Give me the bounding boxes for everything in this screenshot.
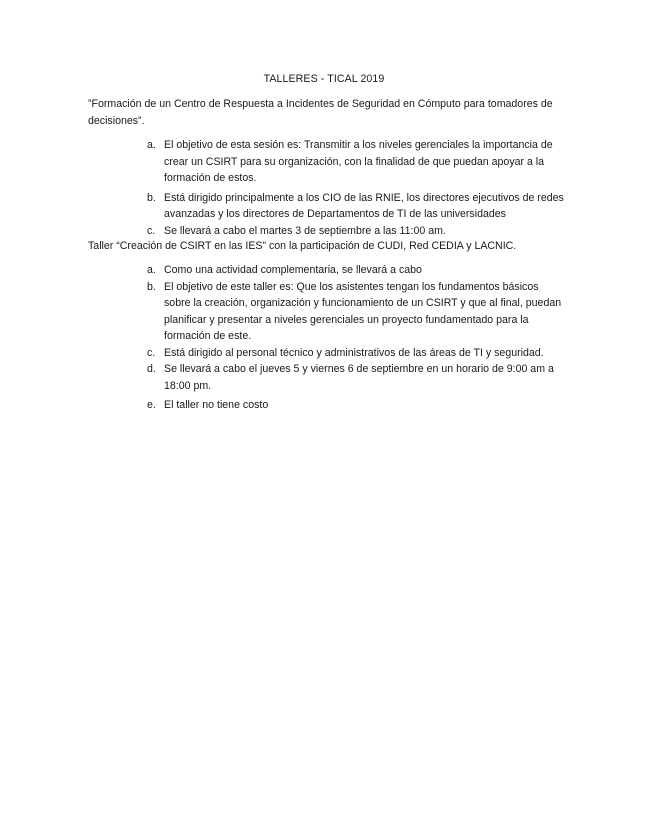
list-item xyxy=(0,361,564,394)
list-item xyxy=(0,190,564,223)
list-item xyxy=(0,397,564,414)
list-item-text: Se llevará a cabo el jueves 5 y viernes 6 de septiembre en un horario de 9:00 am a 18:00 pm. xyxy=(164,363,554,392)
list-item xyxy=(0,223,564,240)
list-marker: b. xyxy=(147,280,156,293)
list-item-text: El objetivo de esta sesión es: Transmitir a los niveles gerenciales la importancia de crear un CSIRT para su organización, con la finalidad de que puedan apoyar a la formación de estos. xyxy=(164,139,553,184)
list-item-text: Se llevará a cabo el martes 3 de septiembre a las 11:00 am. xyxy=(164,224,446,237)
list-item xyxy=(0,262,564,279)
section1-heading: ”Formación de un Centro de Respuesta a Incidentes de Seguridad en Cómputo para tomadores de decisiones”. xyxy=(88,98,553,127)
list-marker: a. xyxy=(147,139,156,151)
list-item-text: Como una actividad complementaria, se llevará a cabo xyxy=(164,264,422,276)
document-title: TALLERES - TICAL 2019 xyxy=(263,73,385,85)
section1-list xyxy=(0,137,564,239)
list-marker: e. xyxy=(147,399,156,411)
section2-heading: Taller “Creación de CSIRT en las IES” con la participación de CUDI, Red CEDIA y LACNIC. xyxy=(88,240,517,252)
list-marker: b. xyxy=(147,191,156,204)
list-marker: d. xyxy=(147,363,156,375)
list-item-text: El objetivo de este taller es: Que los asistentes tengan los fundamentos básicos sobre la creación, organización y funcionamiento de un CSIRT y que al final, puedan planificar y presentar a niveles gerenciales un proyecto fundamentado para la formación de este. xyxy=(164,280,562,342)
list-marker: c. xyxy=(147,224,156,237)
list-marker: a. xyxy=(147,264,156,276)
list-item-text: El taller no tiene costo xyxy=(164,399,269,411)
section2-list xyxy=(0,262,564,414)
list-item xyxy=(0,345,564,362)
list-item xyxy=(0,279,564,345)
list-item xyxy=(0,137,564,187)
list-marker: c. xyxy=(147,346,156,359)
list-item-text: Está dirigido al personal técnico y administrativos de las áreas de TI y seguridad. xyxy=(164,346,544,359)
list-item-text: Está dirigido principalmente a los CIO de las RNIE, los directores ejecutivos de redes avanzadas y los directores de Departamentos de TI de las universidades xyxy=(164,191,564,220)
